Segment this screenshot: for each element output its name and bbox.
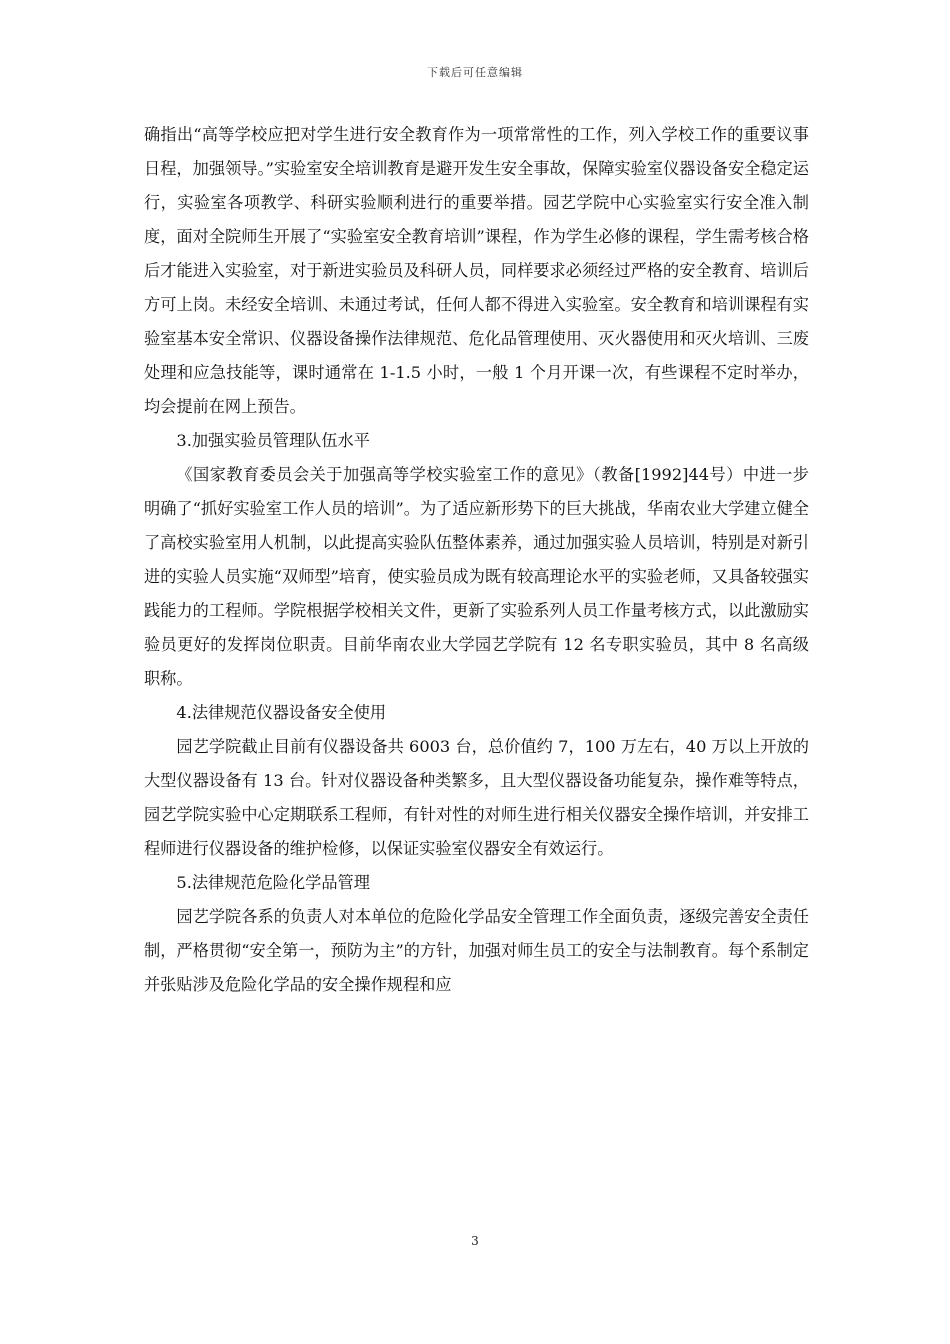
- paragraph-equipment-safety: 园艺学院截止目前有仪器设备共 6003 台，总价值约 7，100 万左右，40 万以上开放的大型仪器设备有 13 台。针对仪器设备种类繁多，且大型仪器设备功能复杂，操作难等特点，园艺学院实验中心定期联系工程师，有针对性的对师生进行相关仪器安全操作培训，并安排工程师进行仪器设备的维护检修，以保证实验室仪器安全有效运行。: [144, 737, 809, 858]
- section-heading-5: 5.法律规范危险化学品管理: [176, 873, 370, 892]
- paragraph-chemicals-management: 园艺学院各系的负责人对本单位的危险化学品安全管理工作全面负责，逐级完善安全责任制，严格贯彻“安全第一，预防为主”的方针，加强对师生员工的安全与法制教育。每个系制定并张贴涉及危险化学品的安全操作规程和应: [144, 907, 809, 994]
- section-heading-4: 4.法律规范仪器设备安全使用: [176, 703, 387, 722]
- page-number: 3: [471, 1234, 479, 1248]
- document-body: [144, 118, 809, 1002]
- page-header: 下载后可任意编辑: [427, 66, 523, 79]
- section-heading-3: 3.加强实验员管理队伍水平: [176, 431, 370, 450]
- paragraph-staff-management: 《国家教育委员会关于加强高等学校实验室工作的意见》（教备[1992]44号）中进一步明确了“抓好实验室工作人员的培训”。为了适应新形势下的巨大挑战，华南农业大学建立健全了高校实验室用人机制，以此提高实验队伍整体素养，通过加强实验人员培训，特别是对新引进的实验人员实施“双师型”培育，使实验员成为既有较高理论水平的实验老师，又具备较强实践能力的工程师。学院根据学校相关文件，更新了实验系列人员工作量考核方式，以此激励实验员更好的发挥岗位职责。目前华南农业大学园艺学院有 12 名专职实验员，其中 8 名高级职称。: [144, 465, 809, 688]
- paragraph-safety-training: 确指出“高等学校应把对学生进行安全教育作为一项常常性的工作，列入学校工作的重要议事日程，加强领导。”实验室安全培训教育是避开发生安全事故，保障实验室仪器设备安全稳定运行，实验室各项教学、科研实验顺利进行的重要举措。园艺学院中心实验室实行安全准入制度，面对全院师生开展了“实验室安全教育培训”课程，作为学生必修的课程，学生需考核合格后才能进入实验室，对于新进实验员及科研人员，同样要求必须经过严格的安全教育、培训后方可上岗。未经安全培训、未通过考试，任何人都不得进入实验室。安全教育和培训课程有实验室基本安全常识、仪器设备操作法律规范、危化品管理使用、灭火器使用和灭火培训、三废处理和应急技能等，课时通常在 1-1.5 小时，一般 1 个月开课一次，有些课程不定时举办，均会提前在网上预告。: [144, 125, 809, 416]
